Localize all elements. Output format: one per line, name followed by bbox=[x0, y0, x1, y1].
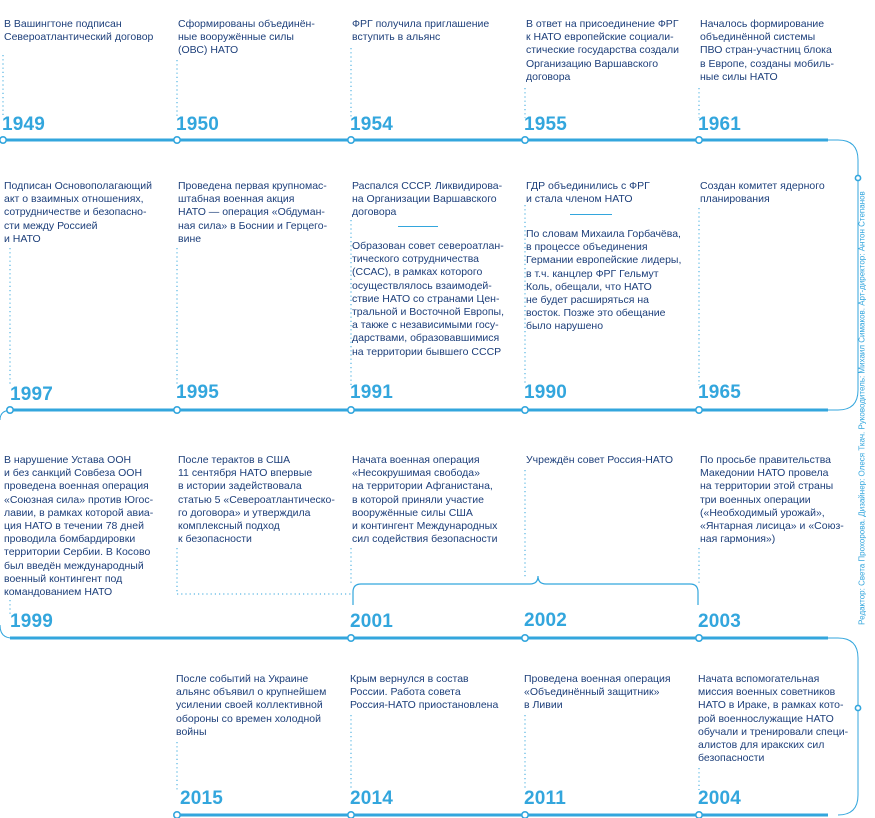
event-1990-text: ГДР объединились с ФРГ и стала членом НАТО bbox=[526, 180, 650, 206]
year-2001: 2001 bbox=[350, 611, 394, 632]
year-2011: 2011 bbox=[524, 788, 567, 809]
event-1991-text-2: Образован совет североатлан- тического сотрудничества (ССАС), в рамках которого осуществлялось взаимодей- ствие НАТО со странами Цен- тральной и Восточной Европы, а также с независимыми госу- дарствами, образовавшимися на территории бывшего СССР bbox=[352, 240, 504, 358]
event-sept11-text: После терактов в США 11 сентября НАТО впервые в истории задействовала статью 5 «Североатлантическо- го договора» и утверждила комплексный подход к безопасности bbox=[178, 454, 335, 546]
year-1995: 1995 bbox=[176, 382, 220, 403]
year-2014: 2014 bbox=[350, 788, 394, 809]
credits-text: Редактор: Света Прохорова. Дизайнер: Олеся Ткач. Руководитель: Михаил Симаков. Арт-директор: Антон Степанов bbox=[857, 191, 867, 625]
separator-1991 bbox=[398, 226, 438, 227]
event-1961-text: Началось формирование объединённой системы ПВО стран-участниц блока в Европе, созданы мобиль- ные силы НАТО bbox=[700, 18, 835, 83]
year-1999: 1999 bbox=[10, 611, 54, 632]
year-1991: 1991 bbox=[350, 382, 394, 403]
event-1995-text: Проведена первая крупномас- штабная военная акция НАТО — операция «Обдуман- ная сила» в Боснии и Герцего- вине bbox=[178, 180, 328, 245]
year-2004: 2004 bbox=[698, 788, 742, 809]
year-1955: 1955 bbox=[524, 114, 568, 135]
event-1950-text: Сформированы объединён- ные вооружённые силы (ОВС) НАТО bbox=[178, 18, 315, 57]
year-2002: 2002 bbox=[524, 610, 568, 631]
year-1961: 1961 bbox=[698, 114, 742, 135]
separator-1990 bbox=[570, 214, 612, 215]
event-1997-text: Подписан Основополагающий акт о взаимных отношениях, сотрудничестве и безопасно- сти между Россией и НАТО bbox=[4, 180, 152, 245]
year-1954: 1954 bbox=[350, 114, 394, 135]
year-2003: 2003 bbox=[698, 611, 742, 632]
event-2002-text: Учреждён совет Россия-НАТО bbox=[526, 454, 674, 466]
event-1965-text: Создан комитет ядерного планирования bbox=[700, 180, 825, 206]
event-1990-text-2: По словам Михаила Горбачёва, в процессе объединения Германии европейские лидеры, в т.ч. канцлер ФРГ Гельмут Коль, обещали, что НАТО не будет расширяться на восток. Позже это обещание было нарушено bbox=[526, 228, 682, 333]
year-2015: 2015 bbox=[180, 788, 224, 809]
event-1991-text: Распался СССР. Ликвидирова- на Организации Варшавского договора bbox=[352, 180, 503, 219]
year-1997: 1997 bbox=[10, 384, 54, 405]
year-1965: 1965 bbox=[698, 382, 742, 403]
year-1950: 1950 bbox=[176, 114, 220, 135]
event-1954-text: ФРГ получила приглашение вступить в альянс bbox=[352, 18, 490, 44]
event-2003-text: По просьбе правительства Македонии НАТО провела на территории этой страны три военных операции («Необходимый урожай», «Янтарная лисица» и «Союз- ная гармония») bbox=[700, 454, 844, 546]
year-1949: 1949 bbox=[2, 114, 46, 135]
year-1990: 1990 bbox=[524, 382, 568, 403]
bracket-2001-2003 bbox=[353, 576, 698, 605]
event-2014-text: Крым вернулся в состав России. Работа совета Россия-НАТО приостановлена bbox=[350, 673, 499, 712]
event-1999-text: В нарушение Устава ООН и без санкций Совбеза ООН проведена военная операция «Союзная сила» против Югос- лавии, в рамках которой авиа- ция НАТО в течении 78 дней проводила бомбардировки территории Сербии. В Косово был введён международный военный контингент под командованием НАТО bbox=[4, 454, 154, 599]
event-2011-text: Проведена военная операция «Объединённый защитник» в Ливии bbox=[524, 673, 671, 712]
event-1955-text: В ответ на присоединение ФРГ к НАТО европейские социали- стические государства создали Организацию Варшавского договора bbox=[526, 18, 680, 83]
event-2001-text: Начата военная операция «Несокрушимая свобода» на территории Афганистана, в которой приняли участие вооружённые силы США и контингент Международных сил содействия безопасности bbox=[352, 454, 498, 546]
event-2015-text: После событий на Украине альянс объявил о крупнейшем усилении своей коллективной обороны со времен холодной войны bbox=[176, 673, 327, 738]
event-2004-text: Начата вспомогательная миссия военных советников НАТО в Ираке, в рамках кото- рой военнослужащие НАТО обучали и тренировали специ- алистов для иракских сил безопасности bbox=[698, 673, 849, 765]
event-1949-text: В Вашингтоне подписан Североатлантический договор bbox=[4, 18, 154, 44]
